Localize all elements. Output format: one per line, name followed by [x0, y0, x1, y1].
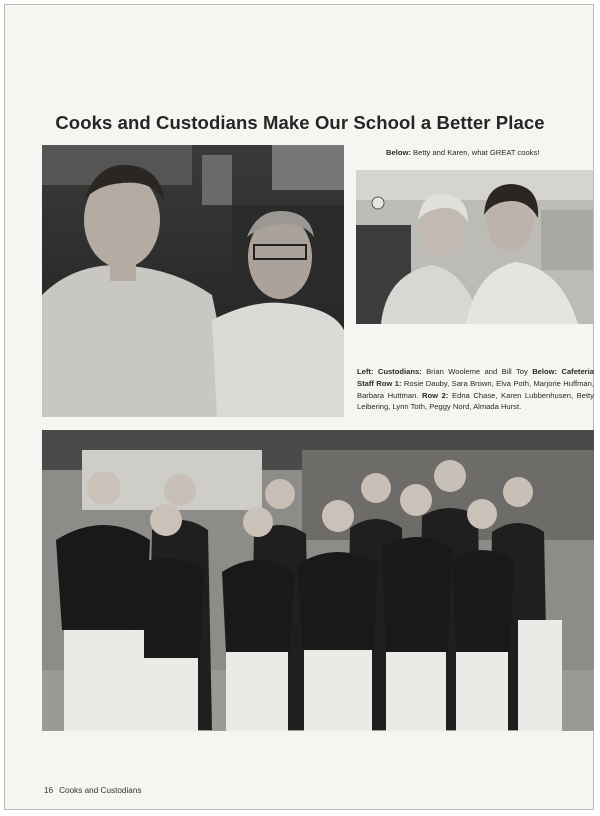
caption-below-text: Betty and Karen, what GREAT cooks!	[413, 148, 540, 157]
row2-label: Row 2:	[422, 390, 449, 400]
page-number: 16	[44, 786, 54, 795]
section-title: Cooks and Custodians	[59, 786, 142, 795]
cooks-photo	[356, 170, 593, 324]
staff-caption	[357, 366, 594, 413]
row1-names: Rosie Dauby, Sara Brown, Elva Poth, Marjorie Huffman, Barbara Huttman.	[357, 378, 594, 400]
row2-names: Edna Chase, Karen Lubbenhusen, Betty Leibering, Lynn Toth, Peggy Nord, Almada Hurst.	[357, 390, 594, 412]
caption-below-label: Below:	[386, 148, 411, 157]
custodians-names: Brian Wooleme and Bill Toy	[426, 367, 528, 376]
custodians-photo	[42, 145, 344, 417]
cooks-caption	[386, 147, 596, 159]
cafeteria-staff-photo	[42, 430, 594, 731]
row1-label: Below: Cafeteria Staff Row 1:	[357, 367, 594, 388]
custodians-label: Left: Custodians:	[357, 367, 422, 376]
page-headline: Cooks and Custodians Make Our School a Better Place	[55, 112, 545, 133]
page-footer	[44, 786, 148, 795]
